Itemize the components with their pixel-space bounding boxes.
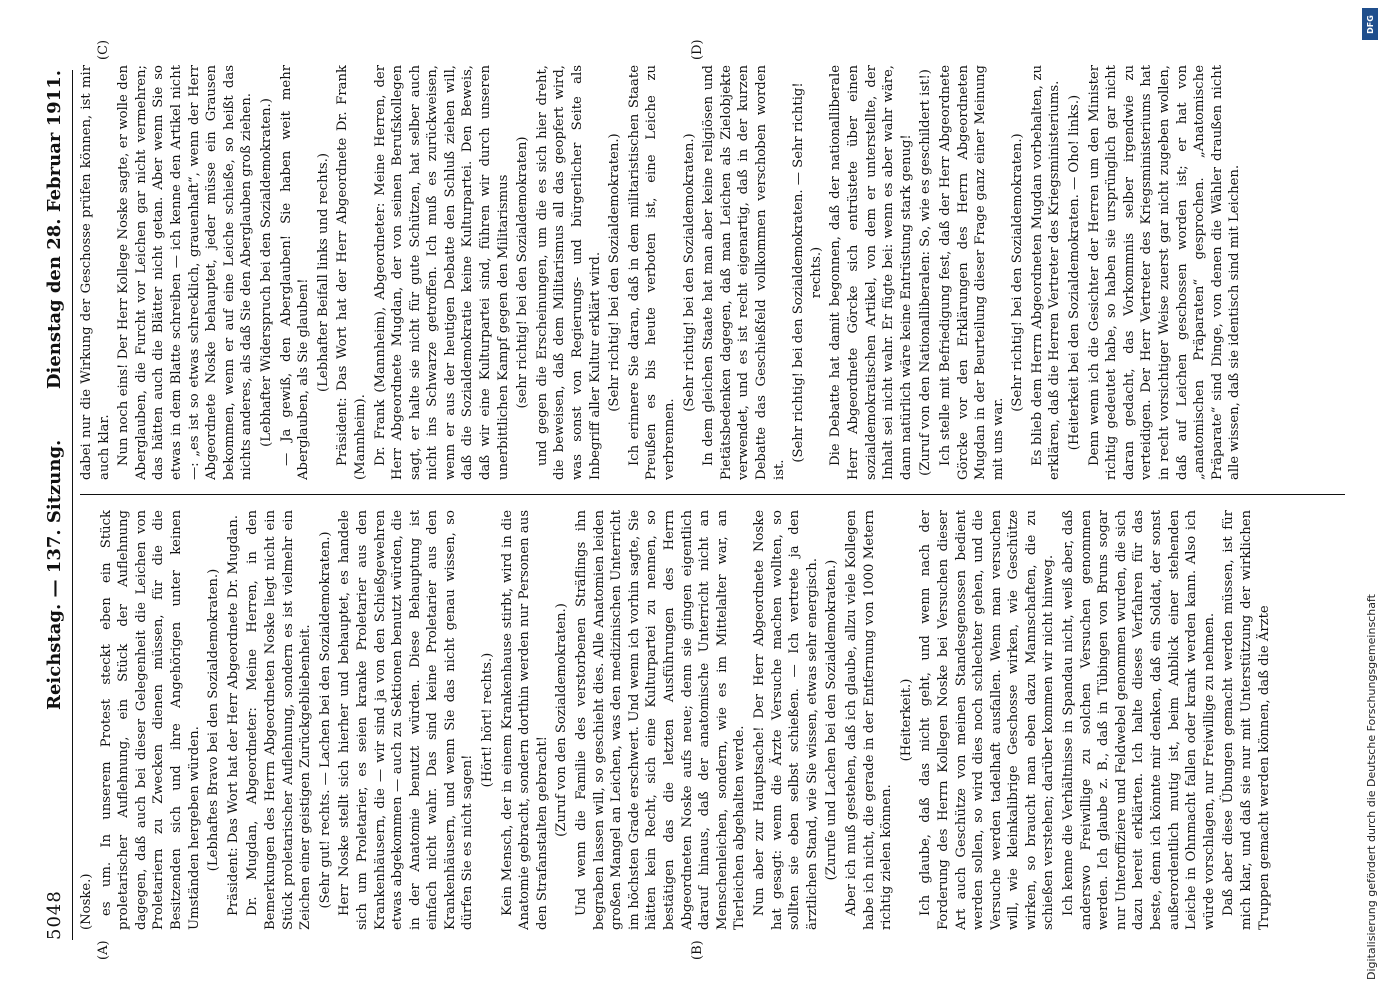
- paragraph: (Noske.): [79, 873, 94, 930]
- paragraph: (Sehr richtig! bei den Sozialdemokraten. — Sehr richtig! rechts.): [791, 82, 824, 463]
- paragraph: Ich glaube, daß das nicht geht, und wenn nach der Forderung des Herrn Kollegen Noske bei Versuchen dieser Art auch Geschütze von meinen Standesgenossen bedient werden sollen, so wird dies noch schlechter gehen, und die Versuche werden tadelhaft ausfallen. Wenn man versuchen will, wie kleinkalibrige Geschosse wirken, wie Geschütze wirken, so braucht man eben dazu Mannschaften, die zu schießen verstehen; darüber kommen wir nicht hinweg.: [918, 510, 1057, 930]
- paragraph: Nun aber zur Hauptsache! Der Herr Abgeordnete Noske hat gesagt: wenn die Ärzte Versuche machen wollten, so sollten sie eben selbst schießen. — Ich vertrete ja den ärztlichen Stand, wie Sie wissen, etwas sehr energisch.: [751, 510, 820, 930]
- paragraph: (Lebhaftes Bravo bei den Sozialdemokraten.): [206, 568, 222, 872]
- paragraph: dabei nur die Wirkung der Geschosse prüfen können, ist mir auch klar.: [79, 65, 112, 480]
- paragraph: Präsident: Das Wort hat der Herr Abgeordnete Dr. Mugdan.: [225, 515, 241, 916]
- column-divider: [80, 494, 1345, 495]
- paragraph: (Sehr richtig! bei den Sozialdemokraten.): [607, 133, 623, 412]
- paragraph: Nun noch eins! Der Herr Kollege Noske sagte, er wolle den Aberglauben, die Furcht vor Leichen gar nicht vermehren; das hätten auch die Blätter nicht getan. Aber wenn Sie so etwas in dem Blatte schreiben — ich kenne den Artikel nicht —: „es ist so etwas schrecklich, grauenhaft“, wenn der Herr Abgeordnete Noske behauptet, jeder müsse ein Grausen bekommen, wenn er auf eine Leiche schieße, so heißt das nichts anderes, als daß Sie den Aberglauben groß ziehen.: [116, 65, 255, 480]
- paragraph: Und wenn die Familie des verstorbenen Sträflings ihn begraben lassen will, so geschieht dies. Alle Anatomien leiden großen Mangel an Leichen, was den medizinischen Unterricht im höchsten Grade erschwert. Und wenn ich vorhin sagte, Sie hätten kein Recht, sich eine Kulturpartei zu nennen, so bestätigen das die letzten Ausführungen des Herrn Abgeordneten Noske aufs neue; denn sie gingen eigentlich darauf hinaus, daß der anatomische Unterricht nicht an Menschenleichen, sondern, wie es im Mittelalter war, an Tierleichen abgehalten werde.: [574, 510, 748, 930]
- paragraph: (Sehr richtig! bei den Sozialdemokraten.): [1010, 133, 1026, 412]
- digitization-text: Digitalisierung gefördert durch die Deutsche Forschungsgemeinschaft: [1365, 594, 1378, 980]
- page-header: [40, 70, 70, 940]
- paragraph: In dem gleichen Staate hat man aber keine religiösen und Pietätsbedenken dagegen, daß man Leichen als Zielobjekte verwendet, und es ist recht eigenartig, daß in der kurzen Debatte das Geschießfeld vollkommen verschoben worden ist.: [701, 65, 787, 480]
- paragraph: Die Debatte hat damit begonnen, daß der nationalliberale Herr Abgeordnete Görcke sich entrüstete über einen sozialdemokratischen Artikel, von dem er unterstellte, der Inhalt sei nicht wahr. Er fügte bei: wenn es aber wahr wäre, dann natürlich wäre keine Entrüstung stark genug!: [828, 65, 914, 480]
- paragraph: (Sehr richtig! bei den Sozialdemokraten.): [681, 133, 697, 412]
- paragraph: Daß aber diese Übungen gemacht werden müssen, ist für mich klar, und daß sie nur mit Unterstützung der wirklichen Truppen gemacht werden können, daß die Ärzte: [1221, 510, 1272, 930]
- paragraph: Es blieb dem Herrn Abgeordneten Mugdan vorbehalten, zu erklären, daß die Herren Vertreter des Kriegsministeriums.: [1029, 65, 1063, 480]
- margin-marker-a: (A): [96, 940, 111, 960]
- margin-marker-c: (C): [96, 39, 111, 60]
- paragraph: Kein Mensch, der in einem Krankenhause stirbt, wird in die Anatomie gebracht, sondern dorthin werden nur Personen aus den Strafanstalten gebracht!: [499, 510, 550, 930]
- paragraph: (Hört! hört! rechts.): [480, 652, 496, 788]
- paragraph: und gegen die Erscheinungen, um die es sich hier dreht, die beweisen, daß dem Militarismus all das geopfert wird, was sonst von Regierungs- und bürgerlicher Seite als Inbegriff aller Kultur erklärt wird.: [534, 65, 603, 480]
- margin-marker-b: (B): [690, 940, 705, 960]
- paragraph: (Lebhafter Beifall links und rechts.): [315, 153, 331, 392]
- header-rule: [72, 70, 73, 940]
- text-column-left: [78, 510, 1348, 930]
- paragraph: (Zuruf von den Nationalliberalen: So, wie es geschildert ist!): [918, 69, 934, 476]
- digitization-note: [1362, 20, 1382, 980]
- paragraph: Herr Noske stellt sich hierher und behauptet, es handele sich um Proletarier, es seien kranke Proletarier aus den Krankenhäusern, die — wir sind ja von den Schießgewehren etwas abgekommen — auch zu Sektionen benutzt würden, die in der Anatomie benutzt würden. Diese Behauptung ist einfach nicht wahr. Das sind keine Proletarier aus den Krankenhäusern, und wenn Sie das nicht genau wissen, so dürfen Sie es nicht sagen!: [337, 510, 476, 930]
- paragraph: — Ja gewiß, den Aberglauben! Sie haben weit mehr Aberglauben, als Sie glauben!: [278, 65, 312, 480]
- paragraph: Präsident: Das Wort hat der Herr Abgeordnete Dr. Frank (Mannheim).: [335, 65, 368, 480]
- paragraph: (Zuruf von den Sozialdemokraten.): [554, 603, 570, 837]
- paragraph: Ich erinnere Sie daran, daß in dem militaristischen Staate Preußen es bis heute verboten ist, eine Leiche zu verbrennen.: [626, 65, 677, 480]
- paragraph: Aber ich muß gestehen, daß ich glaube, allzu viele Kollegen habe ich nicht, die gerade in der Entfernung von 1000 Metern richtig zielen können.: [843, 510, 895, 930]
- dfg-logo: DFG: [1362, 8, 1378, 40]
- text-column-right: [78, 65, 1348, 480]
- paragraph: Dr. Frank (Mannheim), Abgeordneter: Meine Herren, der Herr Abgeordnete Mugdan, der von seinen Berufskollegen sagt, er halte sie nicht für gute Schützen, hat selber auch nicht ins Schwarze getroffen. Ich muß es zurückweisen, wenn er aus der heutigen Debatte den Schluß ziehen will, daß die Sozialdemokratie keine Kulturpartei. Den Beweis, daß wir eine Kulturpartei sind, führen wir durch unseren unerbittlichen Kampf gegen den Militarismus: [372, 65, 511, 480]
- paragraph: Ich stelle mit Befriedigung fest, daß der Herr Abgeordnete Görcke vor den Erklärungen des Herrn Abgeordneten Mugdan in der Beurteilung dieser Frage ganz einer Meinung mit uns war.: [937, 65, 1006, 480]
- paragraph: (Heiterkeit.): [898, 678, 914, 762]
- session-date: Dienstag den 28. Februar 1911.: [44, 70, 65, 390]
- session-title: Reichstag. — 137. Sitzung.: [44, 439, 65, 710]
- paragraph: Ich kenne die Verhältnisse in Spandau nicht, weiß aber, daß anderswo Freiwillige zu solchen Versuchen genommen werden. Ich glaube z. B., daß in Tübingen von Bruns sogar nur Unteroffiziere und Feldwebel genommen wurden, die sich dazu bereit erklärten. Ich halte dieses Verfahren für das beste, denn ich könnte mir denken, daß ein Soldat, der sonst außerordentlich mutig ist, beim Anblick einer stehenden Leiche in Ohnmacht fallen oder krank werden kann. Also ich würde vorschlagen, nur Freiwillige zu nehmen.: [1061, 510, 1217, 930]
- paragraph: (Lebhafter Widerspruch bei den Sozialdemokraten.): [258, 98, 274, 447]
- paragraph: (sehr richtig! bei den Sozialdemokraten): [515, 136, 531, 409]
- paragraph: Denn wenn ich die Gesichter der Herren um den Minister richtig gedeutet habe, so haben sie ursprünglich gar nicht daran gedacht, das Vorkommnis selber irgendwie zu verteidigen. Der Herr Vertreter des Kriegsministeriums hat in recht vorsichtiger Weise zuerst gar nicht zugeben wollen, daß auf Leichen geschossen worden ist; er hat von „anatomischen Präparaten“ gesprochen. „Anatomische Präparate“ sind Dinge, von denen die Wähler draußen nicht alle wissen, daß sie identisch sind mit Leichen.: [1086, 65, 1243, 480]
- paragraph: Dr. Mugdan, Abgeordneter: Meine Herren, in den Bemerkungen des Herrn Abgeordneten Noske liegt nicht ein Stück proletarischer Auflehnung, sondern es ist vielmehr ein Zeichen einer geistigen Zurückgebliebenheit.: [245, 510, 314, 930]
- paragraph: (Zurufe und Lachen bei den Sozialdemokraten.): [824, 559, 840, 881]
- margin-marker-d: (D): [690, 39, 705, 60]
- paragraph: (Sehr gut! rechts. — Lachen bei den Sozialdemokraten.): [317, 531, 333, 909]
- paragraph: es um. In unserem Protest steckt eben ein Stück proletarischer Auflehnung, ein Stück der Auflehnung dagegen, daß auch bei dieser Gelegenheit die Leichen von Proletariern zu Zwecken dienen müssen, für die die Besitzenden sich und ihre Angehörigen unter keinen Umständen hergeben würden.: [98, 510, 202, 930]
- paragraph: (Heiterkeit bei den Sozialdemokraten. — Oho! links.): [1067, 94, 1083, 451]
- page-number: 5048: [44, 890, 65, 940]
